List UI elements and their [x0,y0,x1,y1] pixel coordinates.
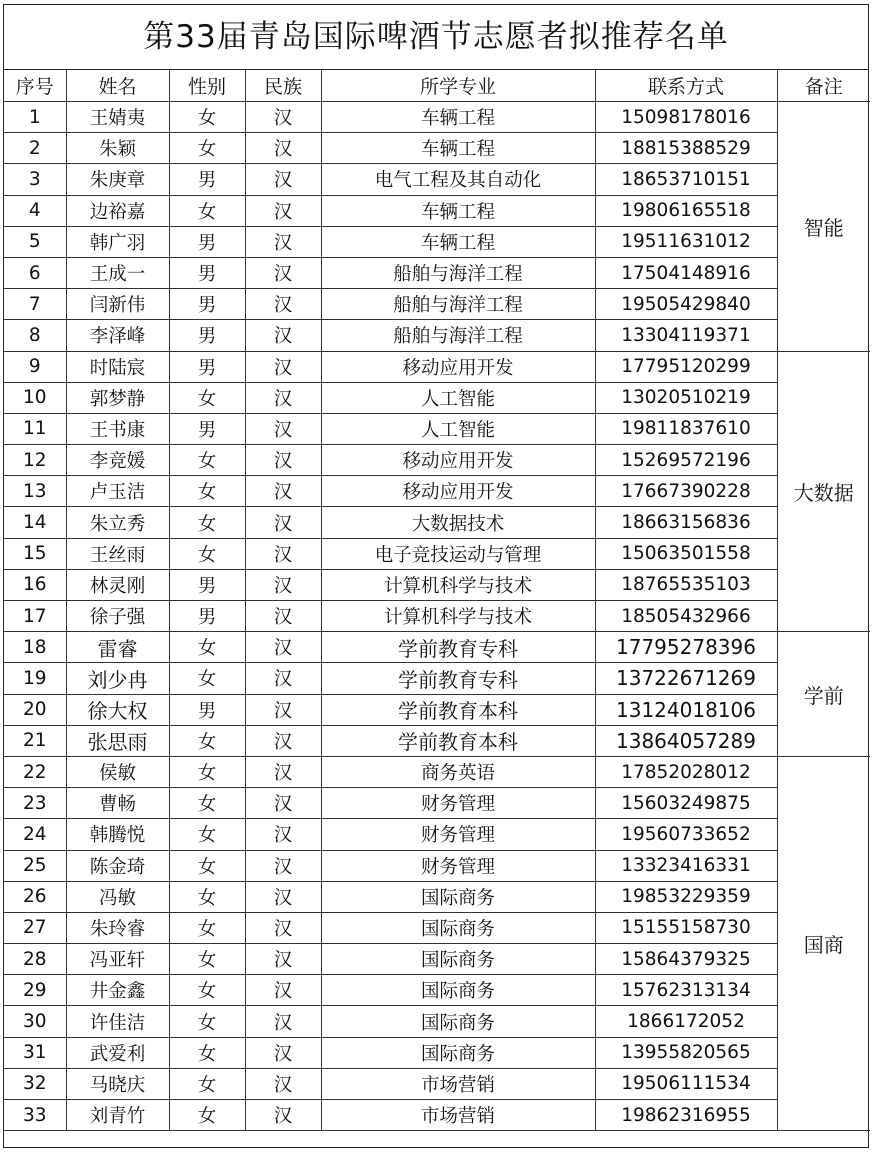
table-row [4,289,870,320]
table-row [4,881,870,912]
cell-name: 陈金琦 [66,850,169,881]
cell-name: 井金鑫 [66,975,169,1006]
cell-major: 车辆工程 [321,226,595,257]
table-row [4,632,870,663]
cell-contact: 13124018106 [595,694,777,725]
cell-gender: 女 [169,538,245,569]
cell-name: 闫新伟 [66,289,169,320]
cell-index: 1 [4,102,66,133]
cell-name: 朱颖 [66,133,169,164]
cell-major: 学前教育本科 [321,725,595,756]
cell-major: 市场营销 [321,1100,595,1131]
cell-gender: 女 [169,819,245,850]
cell-name: 朱玲睿 [66,912,169,943]
cell-name: 刘少冉 [66,663,169,694]
cell-index: 7 [4,289,66,320]
cell-remarks-group: 大数据 [777,351,870,632]
cell-ethnicity: 汉 [245,725,321,756]
cell-major: 国际商务 [321,1006,595,1037]
cell-gender: 女 [169,632,245,663]
table-row [4,1100,870,1131]
cell-index: 27 [4,912,66,943]
cell-contact: 17852028012 [595,756,777,787]
cell-name: 边裕嘉 [66,195,169,226]
cell-gender: 男 [169,569,245,600]
cell-gender: 女 [169,195,245,226]
cell-name: 徐大权 [66,694,169,725]
cell-major: 商务英语 [321,756,595,787]
cell-ethnicity: 汉 [245,850,321,881]
cell-name: 王成一 [66,257,169,288]
cell-ethnicity: 汉 [245,788,321,819]
cell-contact: 15864379325 [595,944,777,975]
cell-major: 车辆工程 [321,195,595,226]
cell-index: 12 [4,445,66,476]
cell-major: 国际商务 [321,881,595,912]
header-ethnicity: 民族 [245,70,321,102]
cell-name: 武爱利 [66,1037,169,1068]
cell-remarks-group: 学前 [777,632,870,757]
cell-index: 22 [4,756,66,787]
table-row [4,257,870,288]
cell-index: 13 [4,476,66,507]
cell-index: 14 [4,507,66,538]
table-row [4,975,870,1006]
cell-major: 财务管理 [321,819,595,850]
cell-name: 冯敏 [66,881,169,912]
cell-gender: 女 [169,133,245,164]
cell-gender: 女 [169,507,245,538]
cell-major: 电子竞技运动与管理 [321,538,595,569]
cell-major: 船舶与海洋工程 [321,320,595,351]
cell-ethnicity: 汉 [245,819,321,850]
cell-ethnicity: 汉 [245,756,321,787]
cell-index: 21 [4,725,66,756]
cell-index: 3 [4,164,66,195]
cell-ethnicity: 汉 [245,382,321,413]
cell-contact: 19505429840 [595,289,777,320]
cell-contact: 19853229359 [595,881,777,912]
cell-ethnicity: 汉 [245,569,321,600]
cell-gender: 女 [169,756,245,787]
cell-contact: 19511631012 [595,226,777,257]
table-row [4,850,870,881]
table-row [4,663,870,694]
cell-ethnicity: 汉 [245,944,321,975]
cell-major: 国际商务 [321,944,595,975]
cell-ethnicity: 汉 [245,1100,321,1131]
cell-gender: 女 [169,1037,245,1068]
cell-contact: 15098178016 [595,102,777,133]
cell-name: 韩腾悦 [66,819,169,850]
cell-gender: 女 [169,788,245,819]
header-index: 序号 [4,70,66,102]
cell-index: 24 [4,819,66,850]
table-header-row [4,70,870,102]
cell-contact: 17795278396 [595,632,777,663]
cell-contact: 19560733652 [595,819,777,850]
cell-ethnicity: 汉 [245,257,321,288]
cell-gender: 女 [169,912,245,943]
cell-gender: 女 [169,102,245,133]
cell-gender: 女 [169,850,245,881]
cell-index: 16 [4,569,66,600]
cell-gender: 女 [169,382,245,413]
document-title: 第33届青岛国际啤酒节志愿者拟推荐名单 [4,5,868,70]
cell-major: 车辆工程 [321,102,595,133]
cell-name: 刘青竹 [66,1100,169,1131]
cell-contact: 18765535103 [595,569,777,600]
cell-major: 移动应用开发 [321,476,595,507]
cell-major: 财务管理 [321,850,595,881]
table-row [4,788,870,819]
cell-name: 雷睿 [66,632,169,663]
volunteer-list-document [3,4,869,1148]
table-row [4,133,870,164]
cell-major: 计算机科学与技术 [321,601,595,632]
cell-index: 30 [4,1006,66,1037]
table-row [4,382,870,413]
cell-gender: 女 [169,881,245,912]
cell-ethnicity: 汉 [245,1037,321,1068]
cell-remarks-group: 国商 [777,756,870,1130]
cell-contact: 13955820565 [595,1037,777,1068]
table-row [4,445,870,476]
cell-index: 26 [4,881,66,912]
cell-remarks-group: 智能 [777,102,870,352]
cell-index: 31 [4,1037,66,1068]
cell-gender: 女 [169,1100,245,1131]
cell-gender: 男 [169,320,245,351]
cell-name: 马晓庆 [66,1068,169,1099]
table-row [4,912,870,943]
cell-gender: 男 [169,351,245,382]
cell-ethnicity: 汉 [245,351,321,382]
cell-index: 5 [4,226,66,257]
cell-name: 张思雨 [66,725,169,756]
cell-contact: 13304119371 [595,320,777,351]
cell-ethnicity: 汉 [245,413,321,444]
cell-index: 8 [4,320,66,351]
cell-index: 17 [4,601,66,632]
cell-contact: 19811837610 [595,413,777,444]
cell-name: 王书康 [66,413,169,444]
cell-name: 时陆宸 [66,351,169,382]
cell-index: 33 [4,1100,66,1131]
cell-contact: 19806165518 [595,195,777,226]
cell-index: 10 [4,382,66,413]
cell-index: 18 [4,632,66,663]
cell-contact: 19506111534 [595,1068,777,1099]
cell-contact: 19862316955 [595,1100,777,1131]
cell-contact: 18653710151 [595,164,777,195]
cell-major: 人工智能 [321,382,595,413]
cell-major: 学前教育专科 [321,663,595,694]
cell-contact: 18815388529 [595,133,777,164]
cell-ethnicity: 汉 [245,912,321,943]
table-row [4,102,870,133]
cell-major: 船舶与海洋工程 [321,289,595,320]
table-row [4,538,870,569]
cell-ethnicity: 汉 [245,226,321,257]
cell-gender: 男 [169,413,245,444]
cell-major: 船舶与海洋工程 [321,257,595,288]
table-row [4,476,870,507]
cell-gender: 男 [169,257,245,288]
cell-gender: 女 [169,1068,245,1099]
cell-major: 计算机科学与技术 [321,569,595,600]
cell-gender: 男 [169,164,245,195]
cell-contact: 17795120299 [595,351,777,382]
cell-contact: 17504148916 [595,257,777,288]
cell-ethnicity: 汉 [245,445,321,476]
table-row [4,195,870,226]
cell-gender: 男 [169,226,245,257]
cell-major: 车辆工程 [321,133,595,164]
cell-gender: 女 [169,975,245,1006]
cell-contact: 13864057289 [595,725,777,756]
cell-ethnicity: 汉 [245,507,321,538]
cell-major: 国际商务 [321,975,595,1006]
cell-index: 25 [4,850,66,881]
cell-name: 冯亚轩 [66,944,169,975]
cell-ethnicity: 汉 [245,289,321,320]
cell-contact: 18663156836 [595,507,777,538]
cell-major: 财务管理 [321,788,595,819]
cell-name: 王婧夷 [66,102,169,133]
table-row [4,351,870,382]
cell-name: 朱立秀 [66,507,169,538]
cell-major: 国际商务 [321,912,595,943]
table-row [4,507,870,538]
cell-index: 32 [4,1068,66,1099]
cell-ethnicity: 汉 [245,476,321,507]
cell-ethnicity: 汉 [245,1006,321,1037]
cell-ethnicity: 汉 [245,133,321,164]
cell-contact: 15603249875 [595,788,777,819]
cell-ethnicity: 汉 [245,881,321,912]
table-body [4,102,870,1131]
cell-ethnicity: 汉 [245,195,321,226]
table-row [4,1037,870,1068]
cell-ethnicity: 汉 [245,538,321,569]
table-row [4,694,870,725]
cell-major: 市场营销 [321,1068,595,1099]
table-row [4,819,870,850]
header-name: 姓名 [66,70,169,102]
cell-gender: 女 [169,476,245,507]
cell-name: 卢玉洁 [66,476,169,507]
cell-major: 电气工程及其自动化 [321,164,595,195]
cell-contact: 15155158730 [595,912,777,943]
cell-index: 20 [4,694,66,725]
volunteer-table [4,70,870,1131]
cell-ethnicity: 汉 [245,663,321,694]
cell-ethnicity: 汉 [245,632,321,663]
cell-major: 学前教育本科 [321,694,595,725]
cell-name: 郭梦静 [66,382,169,413]
table-row [4,756,870,787]
cell-ethnicity: 汉 [245,102,321,133]
cell-major: 移动应用开发 [321,351,595,382]
cell-ethnicity: 汉 [245,164,321,195]
table-row [4,1006,870,1037]
cell-name: 李竞媛 [66,445,169,476]
table-row [4,944,870,975]
cell-index: 2 [4,133,66,164]
cell-gender: 女 [169,663,245,694]
cell-contact: 17667390228 [595,476,777,507]
table-row [4,320,870,351]
cell-contact: 15269572196 [595,445,777,476]
header-contact: 联系方式 [595,70,777,102]
cell-contact: 13020510219 [595,382,777,413]
cell-contact: 15762313134 [595,975,777,1006]
cell-gender: 男 [169,694,245,725]
cell-gender: 男 [169,601,245,632]
cell-major: 国际商务 [321,1037,595,1068]
cell-name: 侯敏 [66,756,169,787]
cell-index: 9 [4,351,66,382]
cell-index: 29 [4,975,66,1006]
header-major: 所学专业 [321,70,595,102]
cell-index: 11 [4,413,66,444]
table-row [4,226,870,257]
cell-name: 韩广羽 [66,226,169,257]
cell-name: 曹畅 [66,788,169,819]
cell-contact: 18505432966 [595,601,777,632]
table-row [4,1068,870,1099]
cell-ethnicity: 汉 [245,320,321,351]
cell-index: 15 [4,538,66,569]
header-gender: 性别 [169,70,245,102]
cell-index: 6 [4,257,66,288]
table-row [4,601,870,632]
table-row [4,725,870,756]
cell-ethnicity: 汉 [245,975,321,1006]
cell-ethnicity: 汉 [245,694,321,725]
cell-name: 朱庚章 [66,164,169,195]
cell-index: 28 [4,944,66,975]
cell-contact: 13323416331 [595,850,777,881]
cell-ethnicity: 汉 [245,601,321,632]
cell-name: 徐子强 [66,601,169,632]
cell-name: 林灵刚 [66,569,169,600]
cell-gender: 女 [169,1006,245,1037]
cell-gender: 女 [169,725,245,756]
cell-gender: 男 [169,289,245,320]
cell-name: 王丝雨 [66,538,169,569]
cell-name: 许佳洁 [66,1006,169,1037]
cell-gender: 女 [169,944,245,975]
cell-contact: 15063501558 [595,538,777,569]
cell-major: 人工智能 [321,413,595,444]
cell-major: 学前教育专科 [321,632,595,663]
cell-name: 李泽峰 [66,320,169,351]
cell-ethnicity: 汉 [245,1068,321,1099]
cell-contact: 1866172052 [595,1006,777,1037]
cell-index: 19 [4,663,66,694]
table-row [4,413,870,444]
cell-major: 移动应用开发 [321,445,595,476]
header-remarks: 备注 [777,70,870,102]
cell-major: 大数据技术 [321,507,595,538]
table-row [4,569,870,600]
cell-index: 23 [4,788,66,819]
cell-contact: 13722671269 [595,663,777,694]
table-row [4,164,870,195]
cell-gender: 女 [169,445,245,476]
cell-index: 4 [4,195,66,226]
